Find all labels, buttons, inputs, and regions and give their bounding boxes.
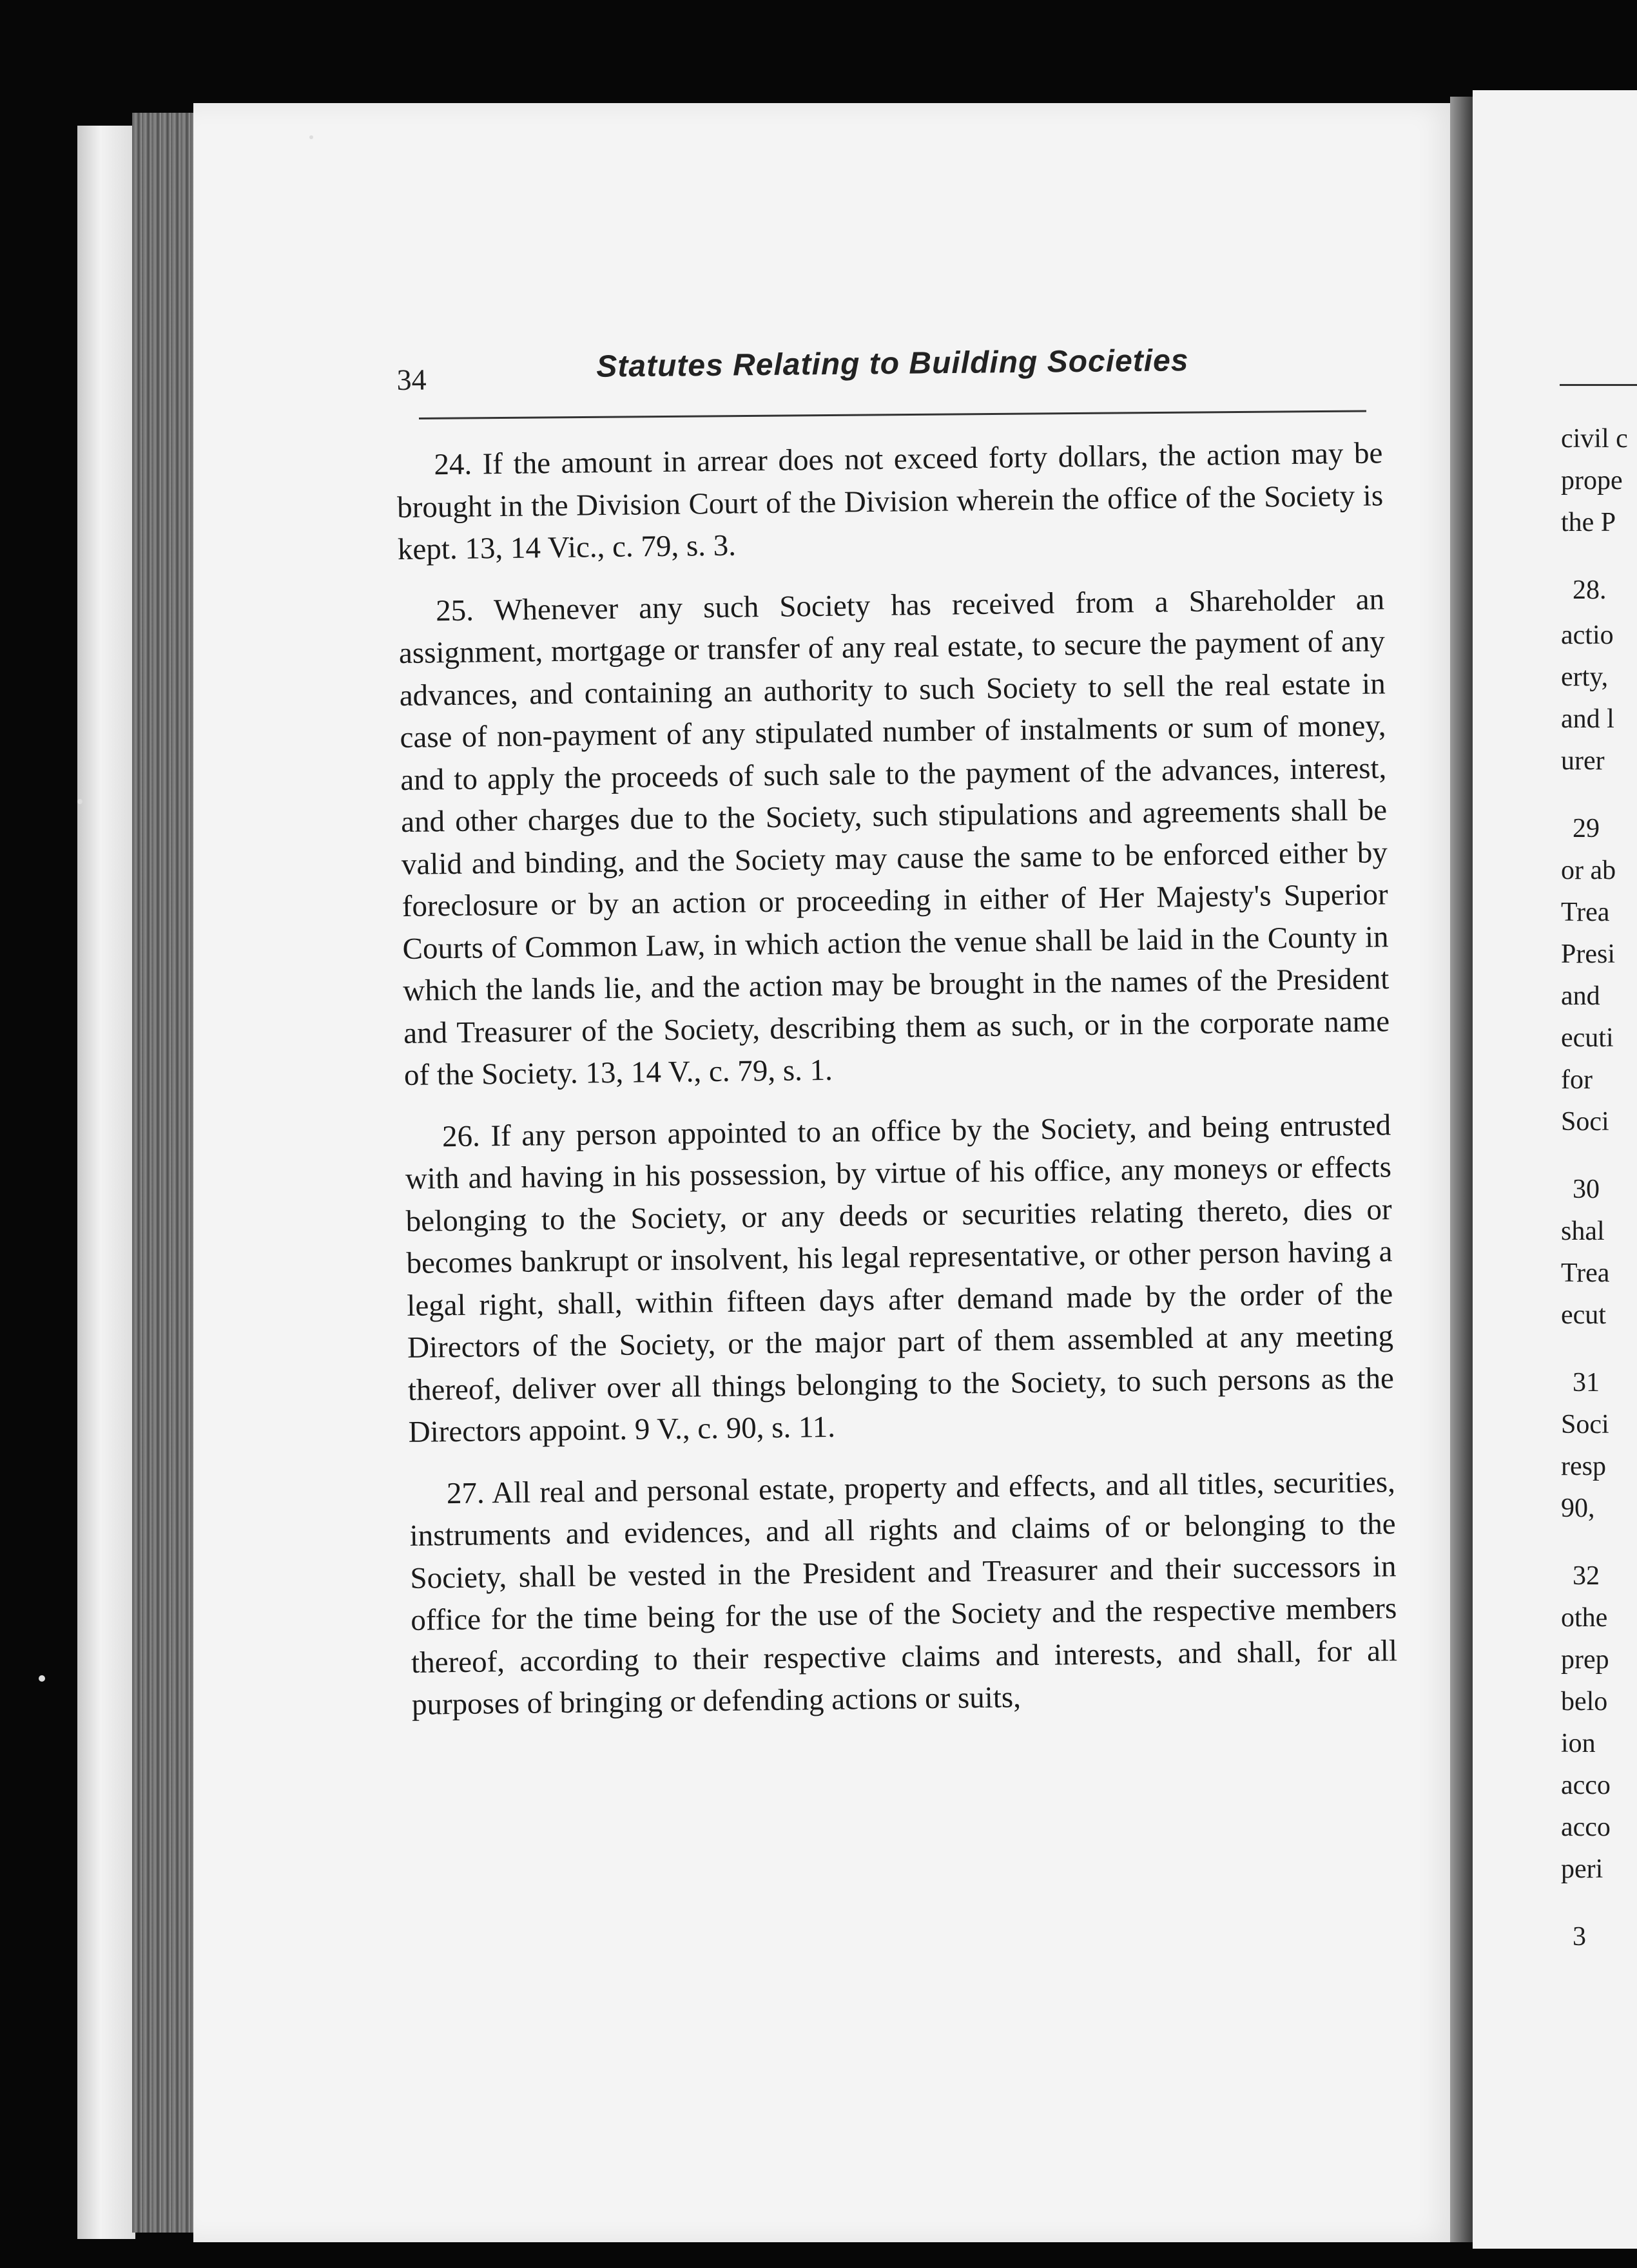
- facing-page-line: Soci: [1561, 1107, 1609, 1137]
- facing-page-line: resp: [1561, 1452, 1606, 1481]
- facing-page-line: erty,: [1561, 662, 1609, 692]
- facing-page-line: belo: [1561, 1687, 1608, 1716]
- facing-page-line: 31: [1573, 1368, 1600, 1398]
- scan-speck: [77, 799, 82, 804]
- facing-page-line: the P: [1561, 508, 1616, 537]
- facing-page-line: for: [1561, 1065, 1593, 1095]
- page-number: 34: [396, 363, 427, 396]
- facing-page-line: 90,: [1561, 1494, 1595, 1523]
- facing-page-line: 32: [1573, 1561, 1600, 1591]
- scan-speck: [309, 135, 313, 139]
- page-gutter: [1450, 97, 1476, 2242]
- facing-page-line: 28.: [1573, 575, 1607, 605]
- facing-page-line: ecut: [1561, 1300, 1606, 1330]
- page-edge-light: [77, 126, 135, 2239]
- facing-page-line: Trea: [1561, 898, 1610, 927]
- facing-page-line: Soci: [1561, 1410, 1609, 1439]
- paragraph-24: [396, 432, 1384, 571]
- facing-page-line: prope: [1561, 466, 1623, 495]
- section-text: If any person appointed to an office by the Society, and being entrusted with and having in his possession, by virtue of his office, any moneys or effects belonging to the Society, or any deeds or securities relating thereto, dies or becomes bankrupt or insolvent, his legal representative, or other person having a legal right, shall, within fifteen days after demand made by the order of the Directors of the Society, or the major part of them assembled at any meeting thereof, deliver over all things belonging to the Society, to such persons as the Directors appoint. 9 V., c. 90, s. 11.: [405, 1108, 1395, 1449]
- facing-page-line: 29: [1573, 814, 1600, 843]
- facing-page-line: 30: [1573, 1175, 1600, 1204]
- facing-page-line: Trea: [1561, 1258, 1610, 1288]
- body-text: [396, 432, 1399, 1745]
- facing-page: [1473, 90, 1637, 2249]
- section-number: 26.: [441, 1119, 481, 1153]
- facing-page-line: and l: [1561, 704, 1614, 734]
- facing-page-line: 3: [1573, 1922, 1586, 1952]
- running-title: Statutes Relating to Building Societies: [596, 343, 1189, 384]
- section-text: All real and personal estate, property and effects, and all titles, securities, instruments and evidences, and all rights and claims of or belonging to the Society, shall be vested in the President and Treasurer and their successors in office for the time being for the use of the Society and the respective members thereof, according to their respective claims and interests, and shall, for all purposes of bringing or defending actions or suits,: [409, 1465, 1398, 1722]
- facing-page-line: and: [1561, 981, 1600, 1011]
- scan-speck: [39, 1675, 45, 1682]
- facing-page-line: urer: [1561, 746, 1605, 776]
- section-text: If the amount in arrear does not exceed forty dollars, the action may be brought in the Division Court of the Division wherein the office of the Society is kept. 13, 14 Vic., c. 79, s. 3.: [396, 436, 1384, 566]
- paragraph-25: [398, 579, 1390, 1097]
- facing-page-line: ecuti: [1561, 1023, 1614, 1053]
- facing-page-line: shal: [1561, 1216, 1605, 1246]
- paragraph-27: [409, 1461, 1399, 1727]
- facing-page-line: othe: [1561, 1603, 1608, 1633]
- facing-page-header-rule: [1560, 384, 1637, 386]
- facing-page-line: peri: [1561, 1854, 1603, 1884]
- section-number: 24.: [434, 447, 472, 482]
- facing-page-line: Presi: [1561, 939, 1615, 969]
- facing-page-line: actio: [1561, 620, 1614, 650]
- facing-page-line: prep: [1561, 1645, 1609, 1675]
- facing-page-line: civil c: [1561, 424, 1628, 454]
- facing-page-line: acco: [1561, 1771, 1611, 1800]
- paragraph-26: [405, 1104, 1395, 1454]
- section-number: 25.: [435, 593, 474, 628]
- facing-page-line: acco: [1561, 1812, 1611, 1842]
- section-text: Whenever any such Society has received from a Shareholder an assignment, mortgage or transfer of any real estate, to secure the payment of any advances, and containing an authority to such Society to sell the real estate in case of non-payment of any stipulated number of instalments or sum of money, and to apply the proceeds of such sale to the payment of the advances, interest, and other charges due to the Society, such stipulations and agreements shall be valid and binding, and the Society may cause the same to be enforced either by foreclosure or by an action or proceeding in either of Her Majesty's Superior Courts of Common Law, in which action the venue shall be laid in the County in which the lands lie, and the action may be brought in the names of the President and Treasurer of the Society, describing them as such, or in the corporate name of the Society. 13, 14 V., c. 79, s. 1.: [398, 582, 1390, 1092]
- section-number: 27.: [446, 1475, 485, 1510]
- facing-page-line: or ab: [1561, 856, 1616, 885]
- facing-page-line: ion: [1561, 1729, 1596, 1758]
